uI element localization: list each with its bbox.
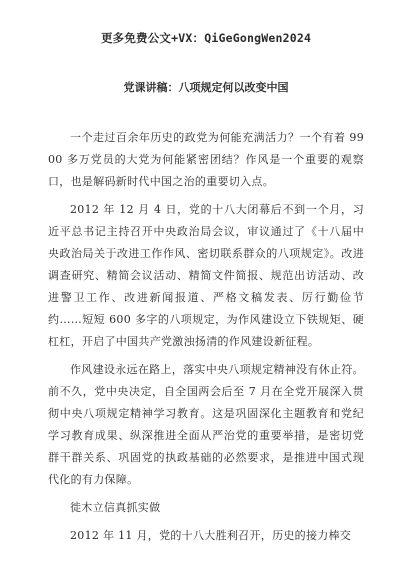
document-title: 党课讲稿：八项规定何以改变中国 [123, 81, 289, 94]
paragraph: 一个走过百余年历史的政党为何能充满活力？一个有着 9900 多万党员的大党为何能紧密团结？作风是一个重要的观察口，也是解码新时代中国之治的重要切入点。 [48, 131, 364, 188]
paragraph: 2012 年 12 月 4 日，党的十八大闭幕后不到一个月，习近平总书记主持召开中央政治局会议，审议通过了《十八届中央政治局关于改进工作作风、密切联系群众的八项规定》。改进调查研究、精简会议活动、精简文件简报、规范出访活动、改进警卫工作、改进新闻报道、严格文稿发表、厉行勤俭节约……短短 600 多字的八项规定，为作风建设立下铁规矩、硬杠杠，开启了中国共产党激浊扬清的作风建设新征程。 [48, 203, 364, 348]
section-subheading: 徙木立信真抓实做 [70, 501, 161, 514]
promo-header: 更多免费公文+VX：QiGeGongWen2024 [100, 31, 312, 45]
document-body [48, 127, 364, 547]
paragraph-trailing: 2012 年 11 月，党的十八大胜利召开，历史的接力棒交 [70, 529, 352, 542]
paragraph: 作风建设永远在路上，落实中央八项规定精神没有休止符。前不久，党中央决定，自全国两会后至 7 月在全党开展深入贯彻中央八项规定精神学习教育。这是巩固深化主题教育和党纪学习教育成果、纵深推进全面从严治党的重要举措，是密切党群干群关系、巩固党的执政基础的必然要求，是推进中国式现代化的有力保障。 [48, 363, 364, 486]
